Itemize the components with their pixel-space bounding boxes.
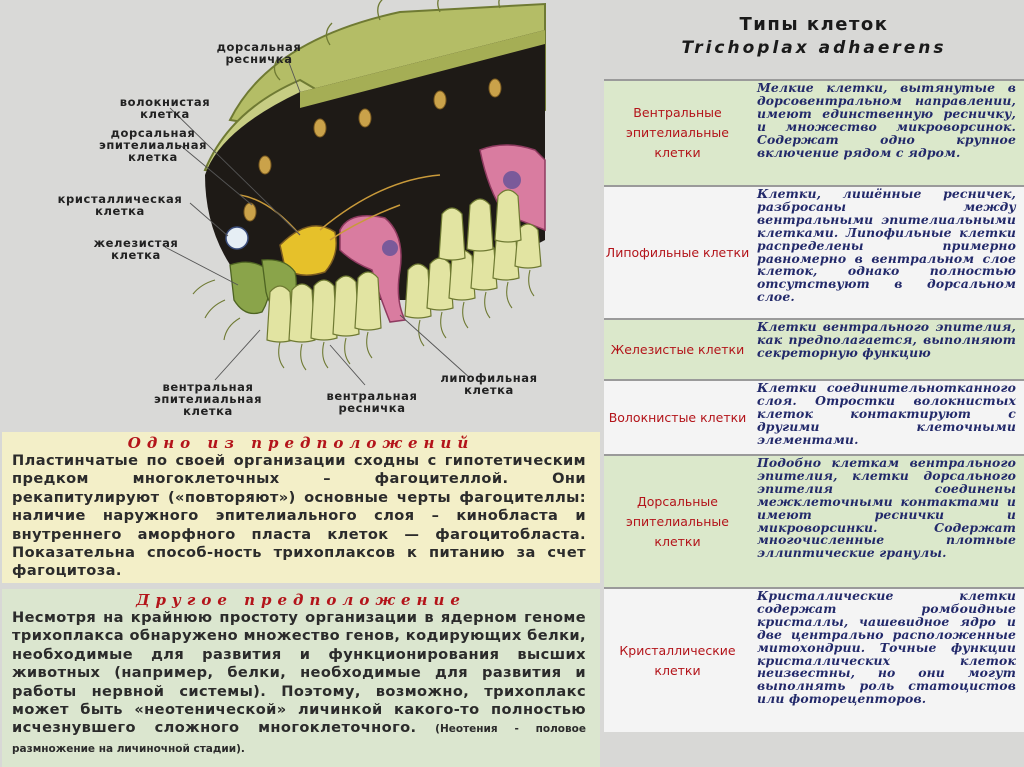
cell-type-description: Мелкие клетки, вытянутые в дорсовентральном направлении, имеют единственную ресничку, и множество микроворсинок. Содержат одно крупное включение рядом с ядром. bbox=[751, 81, 1024, 185]
table-row bbox=[604, 79, 1024, 185]
label-dorsal-cilium: дорсальная ресничка bbox=[216, 40, 302, 66]
hypothesis-2-text: Несмотря на крайнюю простоту организации в ядерном геноме трихоплакса обнаружено множество генов, кодирующих белки, необходимые для развития и функционирования высших животных (например, белки, необходимые для развития и работы нервной системы). Поэтому, возможно, трихоплакс может быть «неотенической» личинкой какого-то полностью исчезнувшего сложного многоклеточного. bbox=[12, 609, 586, 737]
label-crystal-cell: кристаллическая клетка bbox=[57, 192, 183, 218]
hypothesis-2-body bbox=[2, 609, 600, 758]
trichoplax-cross-section-illustration bbox=[0, 0, 600, 432]
table-row bbox=[604, 185, 1024, 318]
hypothesis-2-heading: Другое предположение bbox=[136, 591, 466, 609]
cell-type-name: Кристаллические клетки bbox=[604, 589, 751, 732]
cell-type-name: Вентральные эпителиальные клетки bbox=[604, 81, 751, 185]
label-lipophil-cell: липофильная клетка bbox=[440, 371, 538, 397]
cell-type-description: Клетки соединительнотканного слоя. Отростки волокнистых клеток контактируют с другими клеточными элементами. bbox=[751, 381, 1024, 454]
hypothesis-box-2 bbox=[2, 589, 600, 767]
label-gland-cell: железистая клетка bbox=[93, 236, 179, 262]
cell-type-description: Клетки вентрального эпителия, как предполагается, выполняют секреторную функцию bbox=[751, 320, 1024, 379]
table-row bbox=[604, 454, 1024, 587]
label-fibrous-cell: волокнистая клетка bbox=[119, 95, 211, 121]
table-row bbox=[604, 379, 1024, 454]
cell-type-name: Дорсальные эпителиальные клетки bbox=[604, 456, 751, 587]
hypothesis-1-text: Пластинчатые по своей организации сходны с гипотетическим предком многоклеточных – фагоцителлой. Они рекапитулируют («повторяют») основные черты фагоцителлы: наличие наружного эпителиального слоя – кинобласта и внутреннего аморфного пласта клеток — фагоцитобласта. Показательна способ-ность трихоплаксов к питанию за счет фагоцитоза. bbox=[12, 452, 586, 580]
cell-type-name: Липофильные клетки bbox=[604, 187, 751, 318]
title-line1: Типы клеток bbox=[739, 14, 889, 35]
cell-types-table bbox=[604, 79, 1024, 732]
label-ventral-cilium: вентральная ресничка bbox=[326, 389, 418, 415]
cell-type-name: Железистые клетки bbox=[604, 320, 751, 379]
table-row bbox=[604, 587, 1024, 732]
hypothesis-1-heading: Одно из предположений bbox=[127, 434, 475, 452]
cell-type-description: Подобно клеткам вентрального эпителия, клетки дорсального эпителия соединены межклеточными контактами и имеют реснички и микроворсинки. Содержат многочисленные плотные эллиптические гранулы. bbox=[751, 456, 1024, 587]
table-row bbox=[604, 318, 1024, 379]
cell-type-description: Кристаллические клетки содержат ромбоидные кристаллы, чашевидное ядро и две центрально расположенные митохондрии. Точные функции кристаллических клеток неизвестны, но они могут выполнять роль статоцистов или фоторецепторов. bbox=[751, 589, 1024, 732]
title-block bbox=[604, 14, 1024, 58]
cell-type-description: Клетки, лишённые ресничек, разбросаны между вентральными эпителиальными клетками. Липофильные клетки распределены примерно равномерно в вентральном слое клеток, однако полностью отсутствуют в дорсальном слое. bbox=[751, 187, 1024, 318]
neoteny-note: (Неотения - половое размножение на личиночной стадии). bbox=[12, 723, 586, 755]
label-ventral-epithelial-cell: вентральная эпителиальная клетка bbox=[153, 380, 263, 418]
title-line2: Trichoplax adhaerens bbox=[681, 38, 947, 58]
cell-type-name: Волокнистые клетки bbox=[604, 381, 751, 454]
label-dorsal-epithelial-cell: дорсальная эпителиальная клетка bbox=[98, 126, 208, 164]
hypothesis-box-1 bbox=[2, 432, 600, 583]
